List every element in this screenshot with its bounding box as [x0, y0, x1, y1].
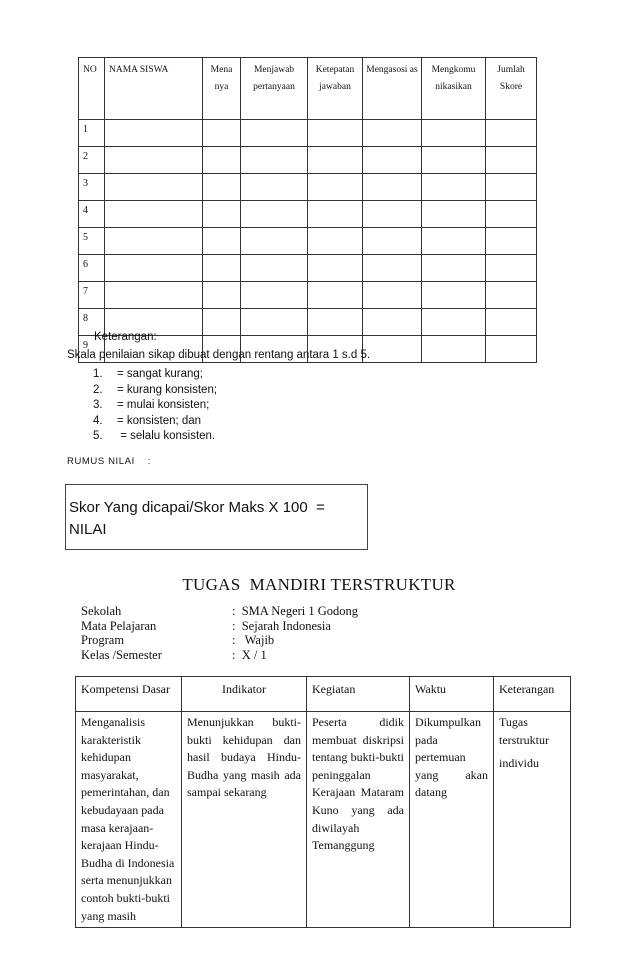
score-cell — [105, 201, 203, 228]
row-number: 1 — [79, 120, 105, 147]
tugas-table-header — [76, 677, 571, 712]
score-cell — [422, 282, 486, 309]
score-cell — [308, 174, 363, 201]
keterangan-description: Skala penilaian sikap dibuat dengan rentang antara 1 s.d 5. — [67, 349, 371, 361]
tugas-title: TUGAS MANDIRI TERSTRUKTUR — [182, 575, 456, 594]
score-cell — [203, 201, 241, 228]
score-cell — [422, 309, 486, 336]
score-cell — [486, 120, 537, 147]
table-row — [79, 282, 537, 309]
score-cell — [308, 255, 363, 282]
score-cell — [105, 120, 203, 147]
row-number: 3 — [79, 174, 105, 201]
score-cell — [308, 201, 363, 228]
score-cell — [422, 255, 486, 282]
header-nama-siswa: NAMA SISWA — [105, 58, 203, 120]
score-cell — [363, 336, 422, 363]
formula-line-2: NILAI — [69, 521, 107, 538]
header-kompetensi: Kompetensi Dasar — [76, 677, 182, 712]
score-cell — [241, 147, 308, 174]
score-cell — [422, 174, 486, 201]
cell-keterangan — [494, 712, 571, 928]
info-row-kelas: Kelas /Semester : X / 1 — [81, 647, 267, 662]
score-cell — [422, 201, 486, 228]
header-jumlah-skore: Jumlah Skore — [486, 58, 537, 120]
cell-kegiatan: Peserta didik membuat diskripsi tentang bukti-bukti peninggalan Kerajaan Mataram Kuno yang ada diwilayah Temanggung — [307, 712, 410, 928]
score-cell — [486, 228, 537, 255]
header-indikator: Indikator — [182, 677, 307, 712]
header-menanya: Mena nya — [203, 58, 241, 120]
score-cell — [363, 120, 422, 147]
list-item: 3. = mulai konsisten; — [93, 399, 210, 411]
score-cell — [241, 120, 308, 147]
tugas-table — [75, 676, 571, 928]
score-cell — [486, 255, 537, 282]
score-cell — [486, 174, 537, 201]
row-number: 5 — [79, 228, 105, 255]
header-kegiatan: Kegiatan — [307, 677, 410, 712]
score-cell — [308, 120, 363, 147]
header-ketepatan: Ketepatan jawaban — [308, 58, 363, 120]
score-cell — [363, 309, 422, 336]
score-cell — [363, 201, 422, 228]
score-cell — [486, 282, 537, 309]
header-mengkomunikasikan: Mengkomu nikasikan — [422, 58, 486, 120]
table-row — [79, 120, 537, 147]
score-cell — [241, 255, 308, 282]
row-number: 4 — [79, 201, 105, 228]
score-cell — [203, 309, 241, 336]
row-number: 7 — [79, 282, 105, 309]
keterangan-line-2: individu — [499, 756, 540, 771]
keterangan-line-1: Tugas terstruktur — [499, 715, 549, 747]
cell-waktu: Dikumpulkan pada pertemuan yang akan datang — [410, 712, 494, 928]
score-cell — [105, 147, 203, 174]
row-number: 8 — [79, 309, 105, 336]
score-cell — [105, 228, 203, 255]
info-row-sekolah: Sekolah : SMA Negeri 1 Godong — [81, 604, 359, 618]
score-cell — [422, 228, 486, 255]
score-cell — [241, 201, 308, 228]
list-item: 4. = konsisten; dan — [93, 414, 202, 427]
score-cell — [486, 309, 537, 336]
formula-box — [65, 484, 368, 550]
score-cell — [363, 147, 422, 174]
keterangan-list — [93, 367, 217, 445]
tugas-table-row — [76, 712, 571, 928]
score-cell — [203, 174, 241, 201]
list-item: 5. = selalu konsisten. — [93, 430, 216, 442]
score-cell — [363, 282, 422, 309]
keterangan-title: Keterangan: — [94, 331, 157, 343]
header-no: NO — [79, 58, 105, 120]
score-cell — [105, 282, 203, 309]
score-cell — [422, 120, 486, 147]
score-cell — [363, 255, 422, 282]
school-info — [81, 604, 358, 662]
score-cell — [241, 309, 308, 336]
score-cell — [486, 336, 537, 363]
score-cell — [241, 282, 308, 309]
score-cell — [203, 255, 241, 282]
row-number: 6 — [79, 255, 105, 282]
score-cell — [105, 174, 203, 201]
info-row-mapel: Mata Pelajaran : Sejarah Indonesia — [81, 618, 331, 633]
score-cell — [486, 147, 537, 174]
score-cell — [203, 228, 241, 255]
info-row-program: Program : Wajib — [81, 633, 275, 647]
table-row — [79, 147, 537, 174]
score-cell — [203, 120, 241, 147]
score-cell — [363, 174, 422, 201]
header-keterangan: Keterangan — [494, 677, 571, 712]
score-cell — [203, 147, 241, 174]
score-table — [78, 57, 537, 363]
table-row — [79, 174, 537, 201]
score-cell — [308, 309, 363, 336]
score-cell — [203, 282, 241, 309]
score-table-header — [79, 58, 537, 120]
score-cell — [105, 255, 203, 282]
formula-line-1: Skor Yang dicapai/Skor Maks X 100 = — [69, 499, 325, 516]
header-waktu: Waktu — [410, 677, 494, 712]
table-row — [79, 228, 537, 255]
rumus-label: RUMUS NILAI : — [67, 456, 152, 467]
cell-kompetensi: Menganalisis karakteristik kehidupan masyarakat, pemerintahan, dan kebudayaan pada masa kerajaan-kerajaan Hindu-Budha di Indonesia serta menunjukkan contoh bukti-bukti yang masih — [76, 712, 182, 928]
score-cell — [241, 174, 308, 201]
score-cell — [363, 228, 422, 255]
score-cell — [241, 228, 308, 255]
cell-indikator: Menunjukkan bukti-bukti kehidupan dan hasil budaya Hindu-Budha yang masih ada sampai sekarang — [182, 712, 307, 928]
row-number: 2 — [79, 147, 105, 174]
score-cell — [422, 147, 486, 174]
header-mengasosiasi: Mengasosi as — [363, 58, 422, 120]
score-cell — [308, 147, 363, 174]
table-row — [79, 255, 537, 282]
score-cell — [308, 282, 363, 309]
score-cell — [308, 228, 363, 255]
list-item: 2. = kurang konsisten; — [93, 383, 218, 396]
table-row — [79, 201, 537, 228]
score-cell — [486, 201, 537, 228]
list-item: 1. = sangat kurang; — [93, 368, 203, 380]
header-menjawab: Menjawab pertanyaan — [241, 58, 308, 120]
score-cell — [422, 336, 486, 363]
row-number: 9 — [79, 336, 105, 363]
